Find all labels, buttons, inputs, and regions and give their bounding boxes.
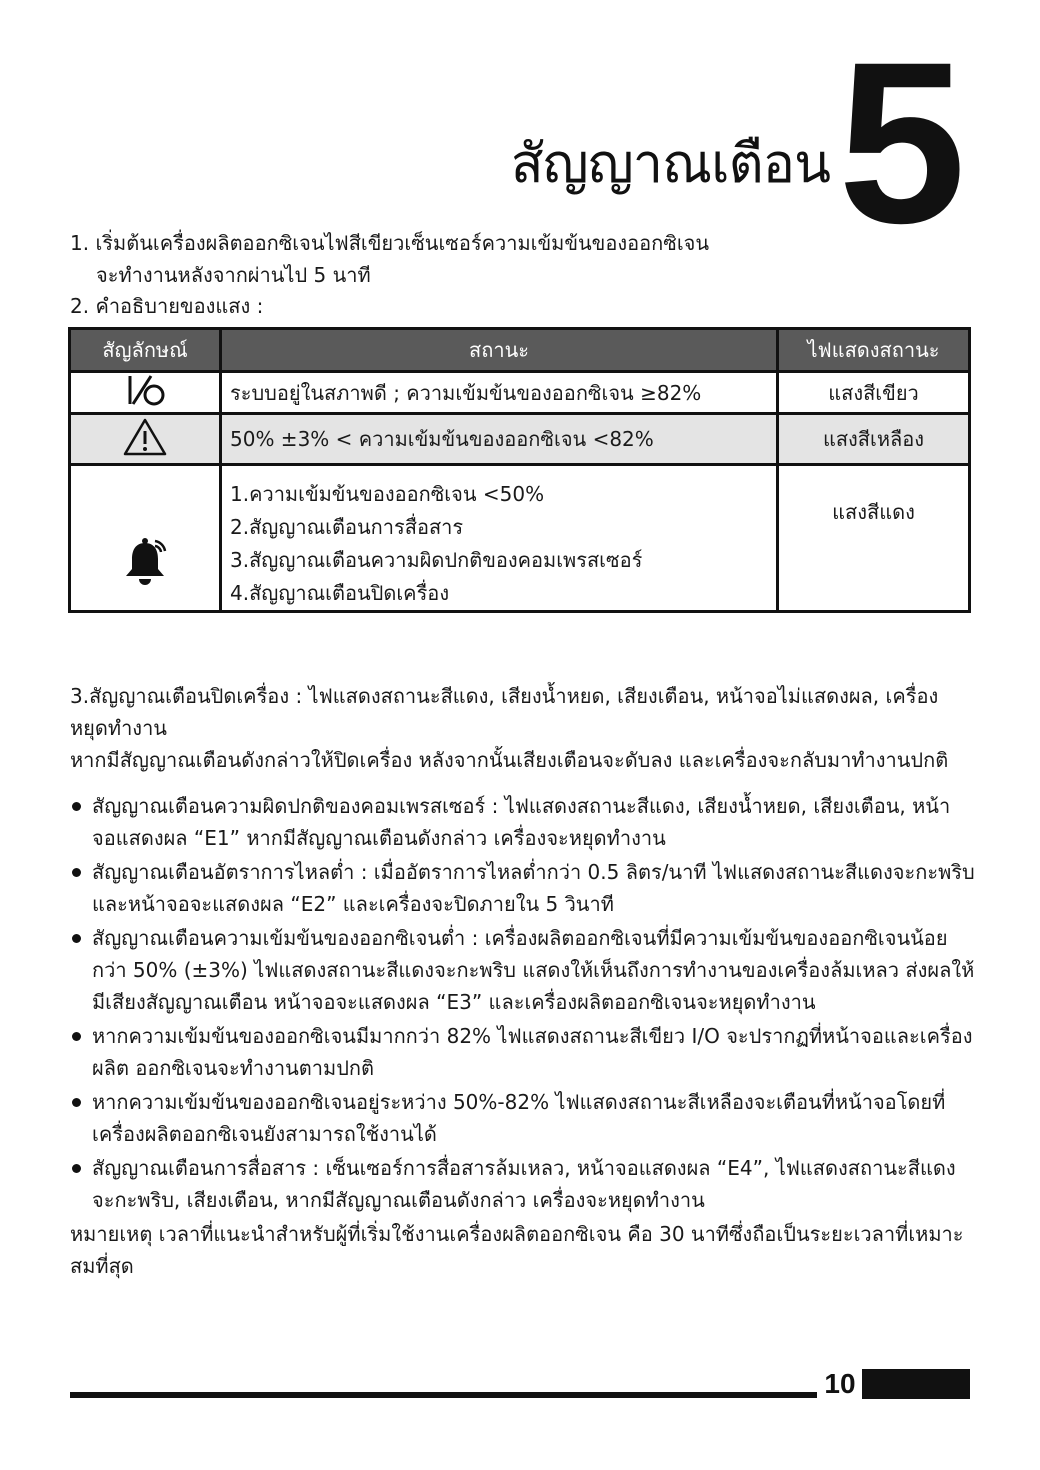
state-line: 2.สัญญาณเตือนการสื่อสาร <box>230 515 464 539</box>
state-cell: 50% ±3% < ความเข้มข้นของออกซิเจน <82% <box>221 414 778 465</box>
intro-line-2: จะทำงานหลังจากผ่านไป 5 นาที <box>96 263 371 287</box>
alarm-bell-icon <box>121 568 169 592</box>
page-title: สัญญาณเตือน <box>510 132 830 195</box>
list-item: สัญญาณเตือนการสื่อสาร : เซ็นเซอร์การสื่อสารล้มเหลว, หน้าจอแสดงผล “E4”, ไฟแสดงสถานะสีแดงจะกะพริบ, เสียงเตือน, หากมีสัญญาณเตือนดังกล่าว เครื่องจะหยุดทำงาน <box>70 1152 975 1216</box>
state-cell: ระบบอยู่ในสภาพดี ; ความเข้มข้นของออกซิเจน ≥82% <box>221 372 778 414</box>
note-paragraph: หมายเหตุ เวลาที่แนะนำสำหรับผู้ที่เริ่มใช้งานเครื่องผลิตออกซิเจน คือ 30 นาทีซึ่งถือเป็นระยะเวลาที่เหมาะสมที่สุด <box>70 1222 964 1278</box>
intro-text <box>70 227 830 291</box>
page-number-bar <box>862 1369 970 1399</box>
state-cell <box>221 465 778 612</box>
warning-triangle-icon <box>122 438 168 462</box>
shutdown-alarm-paragraph: 3.สัญญาณเตือนปิดเครื่อง : ไฟแสดงสถานะสีแดง, เสียงน้ำหยด, เสียงเตือน, หน้าจอไม่แสดงผล, เครื่องหยุดทำงาน <box>70 684 939 740</box>
symbol-cell <box>70 372 221 414</box>
shutdown-instruction-paragraph: หากมีสัญญาณเตือนดังกล่าวให้ปิดเครื่อง หลังจากนั้นเสียงเตือนจะดับลง และเครื่องจะกลับมาทำงานปกติ <box>70 748 949 772</box>
table-row <box>70 414 970 465</box>
alarm-bullet-list <box>70 790 975 1216</box>
light-cell: แสงสีแดง <box>778 465 970 612</box>
light-cell: แสงสีเขียว <box>778 372 970 414</box>
state-line: 1.ความเข้มข้นของออกซิเจน <50% <box>230 482 545 506</box>
header-status: สถานะ <box>221 329 778 372</box>
table-row <box>70 372 970 414</box>
power-io-icon <box>121 388 169 412</box>
list-item: สัญญาณเตือนความเข้มข้นของออกซิเจนต่ำ : เครื่องผลิตออกซิเจนที่มีความเข้มข้นของออกซิเจนน้อยกว่า 50% (±3%) ไฟแสดงสถานะสีแดงจะกะพริบ แสดงให้เห็นถึงการทำงานของเครื่องล้มเหลว ส่งผลให้มีเสียงสัญญาณเตือน หน้าจอจะแสดงผล “E3” และเครื่องผลิตออกซิเจนจะหยุดทำงาน <box>70 922 975 1018</box>
state-line: 3.สัญญาณเตือนความผิดปกติของคอมเพรสเซอร์ <box>230 548 643 572</box>
list-item: หากความเข้มข้นของออกซิเจนมีมากกว่า 82% ไฟแสดงสถานะสีเขียว I/O จะปรากฏที่หน้าจอและเครื่องผลิต ออกซิเจนจะทำงานตามปกติ <box>70 1020 975 1084</box>
header-symbol: สัญลักษณ์ <box>70 329 221 372</box>
footer-rule <box>70 1392 817 1398</box>
chapter-number: 5 <box>838 14 956 271</box>
list-item: สัญญาณเตือนความผิดปกติของคอมเพรสเซอร์ : ไฟแสดงสถานะสีแดง, เสียงน้ำหยด, เสียงเตือน, หน้าจอแสดงผล “E1” หากมีสัญญาณเตือนดังกล่าว เครื่องจะหยุดทำงาน <box>70 790 975 854</box>
light-cell: แสงสีเหลือง <box>778 414 970 465</box>
state-line: 4.สัญญาณเตือนปิดเครื่อง <box>230 581 450 605</box>
list-item: หากความเข้มข้นของออกซิเจนอยู่ระหว่าง 50%-82% ไฟแสดงสถานะสีเหลืองจะเตือนที่หน้าจอโดยที่เครื่องผลิตออกซิเจนยังสามารถใช้งานได้ <box>70 1086 975 1150</box>
status-light-table <box>68 327 971 613</box>
body-text <box>70 680 975 1282</box>
table-row <box>70 465 970 612</box>
table-header-row <box>70 329 970 372</box>
list-item: สัญญาณเตือนอัตราการไหลต่ำ : เมื่ออัตราการไหลต่ำกว่า 0.5 ลิตร/นาที ไฟแสดงสถานะสีแดงจะกะพริบ และหน้าจอจะแสดงผล “E2” และเครื่องจะปิดภายใน 5 วินาที <box>70 856 975 920</box>
header-indicator-light: ไฟแสดงสถานะ <box>778 329 970 372</box>
symbol-cell <box>70 414 221 465</box>
symbol-cell <box>70 465 221 612</box>
light-description-heading: 2. คำอธิบายของแสง : <box>70 294 264 318</box>
intro-line-1: 1. เริ่มต้นเครื่องผลิตออกซิเจนไฟสีเขียวเซ็นเซอร์ความเข้มข้นของออกซิเจน <box>70 231 710 255</box>
page-number: 10 <box>824 1368 856 1399</box>
